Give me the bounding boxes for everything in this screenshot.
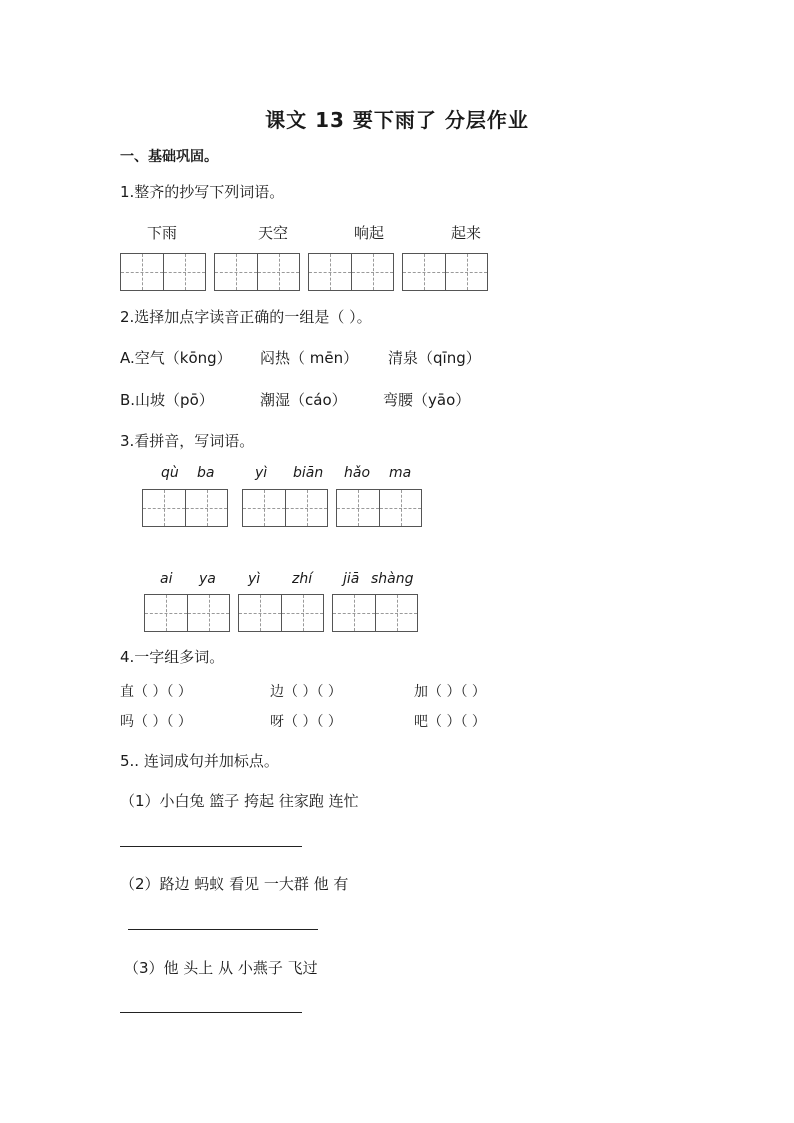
pinyin: ma xyxy=(389,465,412,481)
question-3-prompt: 3.看拼音，写词语。 xyxy=(120,432,255,450)
writing-grid[interactable] xyxy=(242,489,328,527)
page-title: 课文 13 要下雨了 分层作业 xyxy=(265,108,529,132)
pinyin: jiā xyxy=(343,571,360,587)
word-group-item: 呀（ ）（ ） xyxy=(270,714,342,730)
writing-grid[interactable] xyxy=(120,253,206,291)
answer-line[interactable] xyxy=(120,1012,302,1013)
writing-grid[interactable] xyxy=(142,489,228,527)
option-a-item: 闷热（ mēn） xyxy=(260,349,359,367)
pinyin: zhí xyxy=(292,571,313,587)
option-b-item: B.山坡（pō） xyxy=(120,391,214,409)
sentence-item: （2）路边 蚂蚁 看见 一大群 他 有 xyxy=(120,875,349,893)
pinyin: yì xyxy=(255,465,268,481)
writing-grid[interactable] xyxy=(144,594,230,632)
sentence-item: （3）他 头上 从 小燕子 飞过 xyxy=(124,959,318,977)
writing-grid[interactable] xyxy=(336,489,422,527)
question-4-prompt: 4.一字组多词。 xyxy=(120,648,225,666)
pinyin: hǎo xyxy=(344,465,371,481)
sentence-item: （1）小白兔 篮子 挎起 往家跑 连忙 xyxy=(120,792,359,810)
pinyin: biān xyxy=(293,465,324,481)
word-group-item: 加（ ）（ ） xyxy=(414,684,486,700)
option-b-item: 潮湿（cáo） xyxy=(260,391,347,409)
pinyin: ai xyxy=(160,571,173,587)
copy-word: 起来 xyxy=(451,224,482,242)
option-a-item: A.空气（kōng） xyxy=(120,349,232,367)
pinyin: qù xyxy=(161,465,179,481)
question-2-prompt: 2.选择加点字读音正确的一组是（ ）。 xyxy=(120,308,372,326)
option-b-item: 弯腰（yāo） xyxy=(383,391,471,409)
pinyin: ya xyxy=(199,571,216,587)
word-group-item: 吗（ ）（ ） xyxy=(120,714,192,730)
copy-word: 下雨 xyxy=(147,224,178,242)
question-5-prompt: 5.. 连词成句并加标点。 xyxy=(120,752,279,770)
copy-word: 响起 xyxy=(354,224,385,242)
word-group-item: 边（ ）（ ） xyxy=(270,684,342,700)
option-a-item: 清泉（qīng） xyxy=(388,349,481,367)
pinyin: shàng xyxy=(371,571,414,587)
answer-line[interactable] xyxy=(120,846,302,847)
section-heading: 一、基础巩固。 xyxy=(120,149,218,165)
word-group-item: 吧（ ）（ ） xyxy=(414,714,486,730)
answer-line[interactable] xyxy=(128,929,318,930)
writing-grid[interactable] xyxy=(402,253,488,291)
word-group-item: 直（ ）（ ） xyxy=(120,684,192,700)
writing-grid[interactable] xyxy=(214,253,300,291)
pinyin: ba xyxy=(197,465,215,481)
question-1-prompt: 1.整齐的抄写下列词语。 xyxy=(120,183,285,201)
pinyin: yì xyxy=(248,571,261,587)
writing-grid[interactable] xyxy=(238,594,324,632)
writing-grid[interactable] xyxy=(308,253,394,291)
writing-grid[interactable] xyxy=(332,594,418,632)
copy-word: 天空 xyxy=(258,224,289,242)
